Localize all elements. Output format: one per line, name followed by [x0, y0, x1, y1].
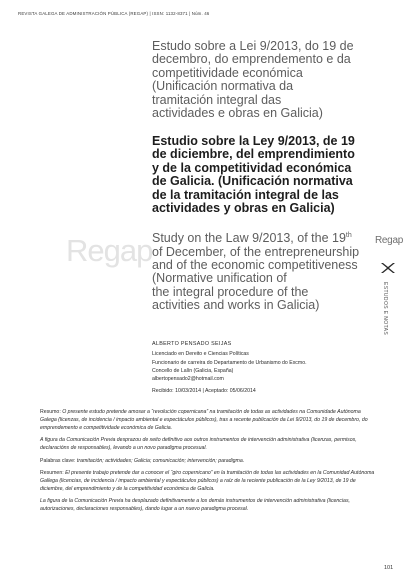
keywords-label: Palabras clave: [40, 457, 76, 464]
title-galician [152, 40, 367, 120]
logo-right-wordmark: Regap [375, 235, 403, 246]
abstract-text: A figura da Comunicación Previa desprazou de xeito definitivo aos outros instrumentos de intervención administrativa (licenzas, permisos, declaracións de responsables), levando a un novo paradigma procesual. [40, 437, 357, 452]
author-email: albertopensado2@hotmail.com [152, 376, 224, 383]
keywords-text: tramitación; actividades; Galicia; comunicación; intervención; paradigma. [75, 457, 245, 464]
abstract-text: La figura de la Comunicación Previa ha desplazado definitivamente a los demás instrumentos de intervención administrativa (licencias, autorizaciones, declaraciones responsables), dando lugar a un nuevo paradigma procesal. [40, 498, 350, 513]
title-en-text: Study on the Law 9/2013, of the 19 [152, 231, 346, 246]
abstract-paragraph [40, 498, 377, 514]
author-affiliation: Funcionario de carreira do Departamento de Urbanismo do Excmo. [152, 359, 307, 366]
xunta-icon [380, 261, 396, 275]
title-es-line: de diciembre, del emprendimiento [152, 147, 355, 162]
logo-wordmark: Regap [66, 233, 153, 268]
author-affiliation: Concello de Lalín (Galicia, España) [152, 367, 234, 374]
title-en-line [152, 229, 367, 246]
received-accepted-dates: Recibido: 10/03/2014 | Aceptado: 05/06/2014 [152, 388, 256, 395]
abstract-paragraph [40, 470, 377, 494]
title-gl-line: Estudo sobre a Lei 9/2013, do 19 de [152, 39, 354, 53]
abstract-text: O presente estudo pretende amosar a “revolución copernicana” na tramitación de todas as actividades na Comunidade Autónoma Galega (licenzas, de incidencia / impacto ambiental e espectáculos públicos), tras a recente publicación da Lei 9/2013, do 19 de decembro, do emprendemento e competitividade económica de Galicia. [40, 409, 368, 431]
title-gl-line: tramitación integral das [152, 92, 282, 107]
regap-small-logo [375, 235, 403, 246]
running-header: REVISTA GALEGA DE ADMINISTRACIÓN PÚBLICA (REGAP) | ISSN: 1132-8371 | Núm. 46 [18, 11, 210, 16]
author-name: ALBERTO PENSADO SEIJAS [152, 341, 232, 347]
abstract-label: Resumen: [40, 469, 64, 476]
author-affiliation: Licenciado en Dereito e Ciencias Políticas [152, 351, 249, 358]
title-gl-line: (Unificación normativa da [152, 79, 294, 94]
title-en-line: activities and works in Galicia) [152, 298, 320, 313]
abstract-label: Resumo: [40, 409, 61, 415]
abstract-text: El presente trabajo pretende dar a conocer el “giro copernicano” en la tramitación de todas las actividades en la Comunidad Autónoma Gallega (licencias, de incidencia / impacto ambiental y espectáculos públicos) a raíz de la reciente publicación de la Ley 9/2013, de 19 de diciembre, del emprendimiento y de la competitividad económica de Galicia. [40, 469, 375, 492]
author-block [152, 340, 372, 396]
abstract-paragraph [40, 409, 377, 433]
title-en-line: and of the economic competitiveness [152, 257, 358, 272]
title-en-line: (Normative unification of [152, 271, 287, 286]
title-en-line: the integral procedure of the [152, 284, 309, 299]
regap-watermark-logo [66, 232, 153, 272]
title-es-line: Estudio sobre la Ley 9/2013, de 19 [152, 134, 355, 148]
title-es-line: de Galicia. (Unificación normativa [152, 174, 353, 189]
title-es-line: y de la competitividad económica [152, 160, 352, 175]
title-gl-line: competitividade económica [152, 65, 303, 80]
title-gl-line: decembro, do emprendemento e da [152, 52, 351, 67]
title-english [152, 229, 367, 313]
abstracts [40, 409, 377, 518]
title-spanish [152, 135, 367, 215]
page-number: 101 [384, 565, 394, 571]
section-label: ESTUDOS E NOTAS [382, 282, 388, 336]
title-es-line: actividades y obras en Galicia) [152, 201, 335, 216]
title-en-line: of December, of the entrepreneurship [152, 244, 360, 259]
keywords-paragraph [40, 458, 377, 466]
title-en-superscript: th [345, 232, 352, 239]
title-gl-line: actividades e obras en Galicia) [152, 106, 323, 121]
abstract-paragraph [40, 437, 377, 453]
title-es-line: de la tramitación integral de las [152, 187, 339, 202]
